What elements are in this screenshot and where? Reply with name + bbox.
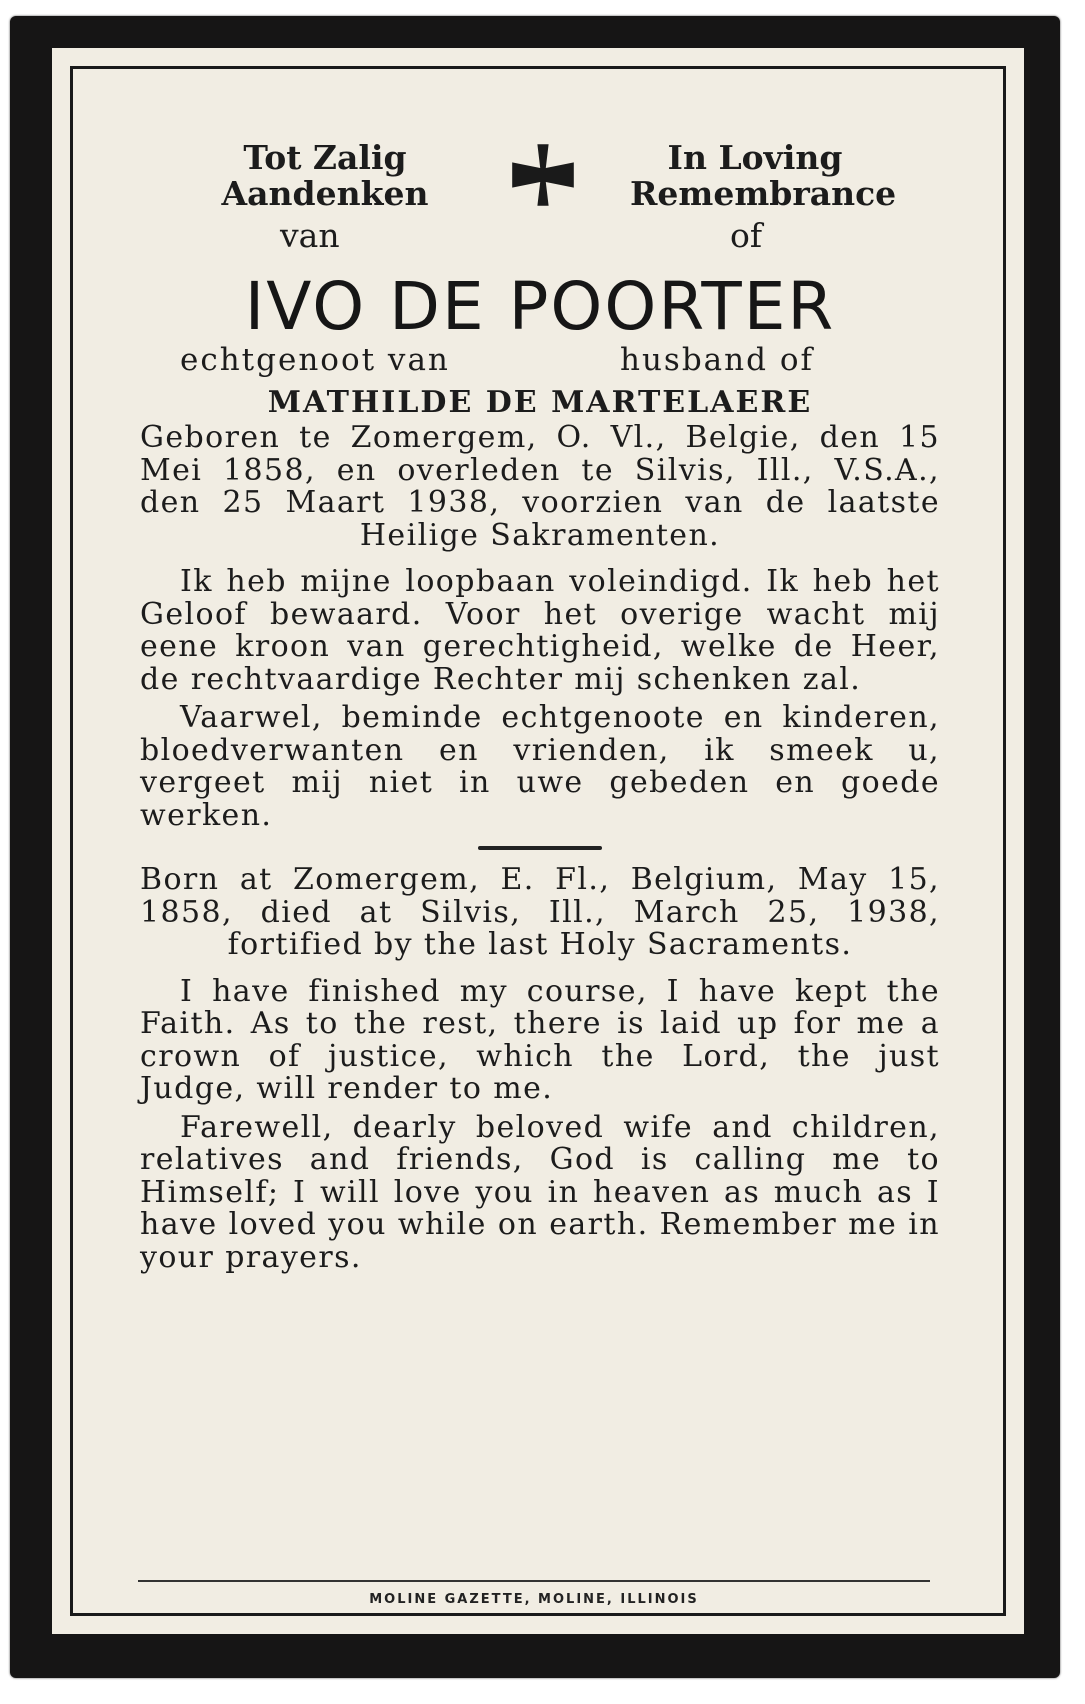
heading-dutch-sub: van: [280, 216, 340, 255]
heading-dutch-line2: Aandenken: [221, 174, 429, 213]
cross-pattee-icon: [508, 140, 578, 210]
deceased-name: IVO DE POORTER: [244, 268, 836, 345]
heading-english-sub: of: [730, 216, 763, 255]
spouse-label-english: husband of: [620, 342, 814, 378]
dutch-birth-death: Geboren te Zomergem, O. Vl., Belgie, den 15 Mei 1858, en overleden te Silvis, Ill., V.S.A., den 25 Maart 1938, voorzien van de laatste Heilige Sakramenten.: [140, 420, 940, 553]
card-content: [140, 140, 940, 1274]
heading-dutch-line1: Tot Zalig: [243, 138, 407, 177]
heading-english-line2: Remembrance: [630, 174, 897, 213]
english-verse: I have finished my course, I have kept the Faith. As to the rest, there is laid up for me a crown of justice, which the Lord, the just Judge, will render to me.: [140, 973, 940, 1106]
section-divider: [478, 846, 602, 850]
heading-english: [630, 138, 897, 213]
spouse-name: MATHILDE DE MARTELAERE: [267, 385, 813, 420]
spouse-label-dutch: echtgenoot van: [180, 342, 450, 378]
heading: [140, 140, 940, 280]
footer-divider: [138, 1580, 930, 1582]
heading-english-line1: In Loving: [667, 138, 843, 177]
dutch-farewell: Vaarwel, beminde echtgenoote en kinderen, bloedverwanten en vrienden, ik smeek u, vergeet mij niet in uwe gebeden en goede werken.: [140, 700, 940, 833]
english-farewell: Farewell, dearly beloved wife and children, relatives and friends, God is calling me to Himself; I will love you in heaven as much as I have loved you while on earth. Remember me in your prayers.: [140, 1109, 940, 1275]
english-birth-death: Born at Zomergem, E. Fl., Belgium, May 15, 1858, died at Silvis, Ill., March 25, 1938, fortified by the last Holy Sacraments.: [140, 862, 940, 962]
printer-imprint: MOLINE GAZETTE, MOLINE, ILLINOIS: [369, 1592, 699, 1607]
dutch-verse: Ik heb mijne loopbaan voleindigd. Ik heb het Geloof bewaard. Voor het overige wacht mij eene kroon van gerechtigheid, welke de Heer, de rechtvaardige Rechter mij schenken zal.: [140, 564, 940, 697]
heading-dutch: [200, 140, 450, 212]
spouse-labels: [140, 342, 940, 382]
